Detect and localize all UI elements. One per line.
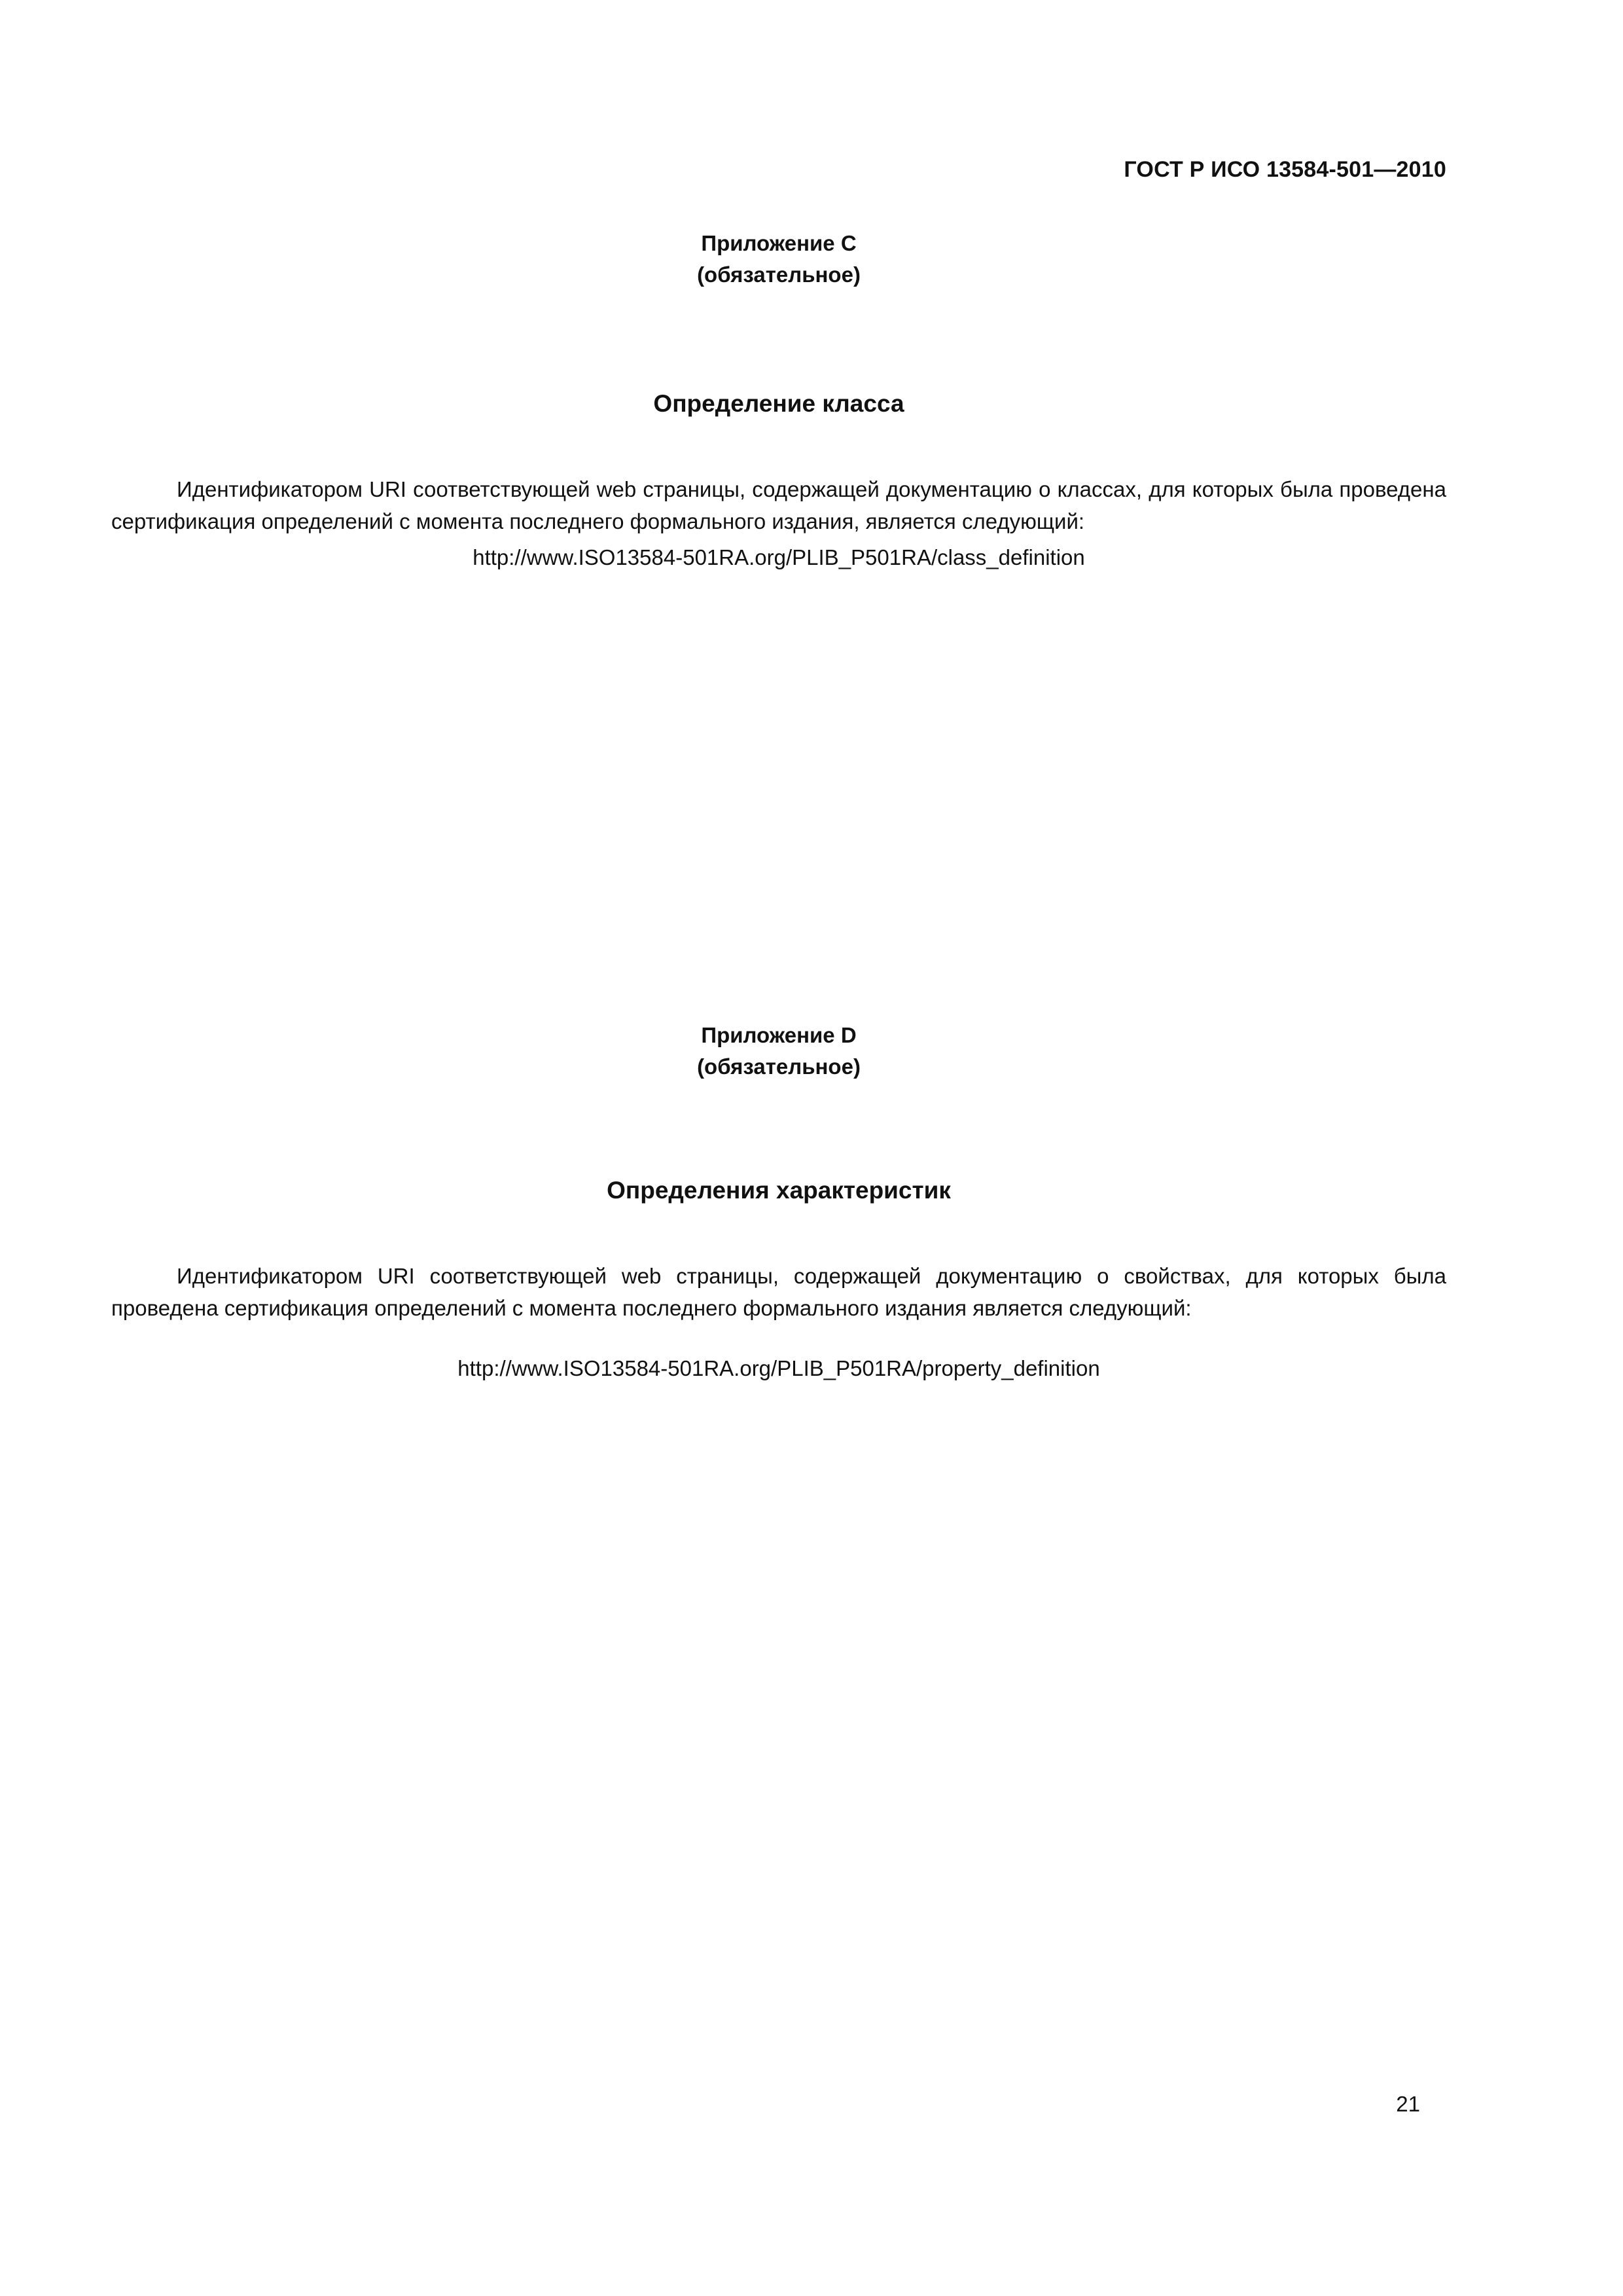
annex-c-type: (обязательное) [697, 262, 861, 287]
annex-c-label-block [111, 228, 1446, 291]
annex-c-paragraph: Идентификатором URI соответствующей web страницы, содержащей документацию о классах, для которых была проведена сертификация определений с момента последнего формального издания, является следующий: [111, 477, 1446, 533]
annex-c-url: http://www.ISO13584-501RA.org/PLIB_P501RA/class_definition [473, 545, 1085, 569]
page-number: 21 [1396, 2092, 1420, 2116]
document-code-header: ГОСТ Р ИСО 13584-501—2010 [1124, 157, 1446, 182]
annex-d-url: http://www.ISO13584-501RA.org/PLIB_P501RA/property_definition [457, 1356, 1100, 1380]
annex-d-paragraph: Идентификатором URI соответствующей web страницы, содержащей документацию о свойствах, для которых была проведена сертификация определений с момента последнего формального издания является следующий: [111, 1264, 1446, 1320]
annex-c-label: Приложение C [701, 231, 857, 255]
annex-c-title: Определение класса [653, 390, 904, 417]
annex-d-label-block [111, 1020, 1446, 1083]
annex-d-label: Приложение D [701, 1023, 857, 1047]
annex-d-title: Определения характеристик [607, 1177, 951, 1204]
annex-d-type: (обязательное) [697, 1054, 861, 1079]
